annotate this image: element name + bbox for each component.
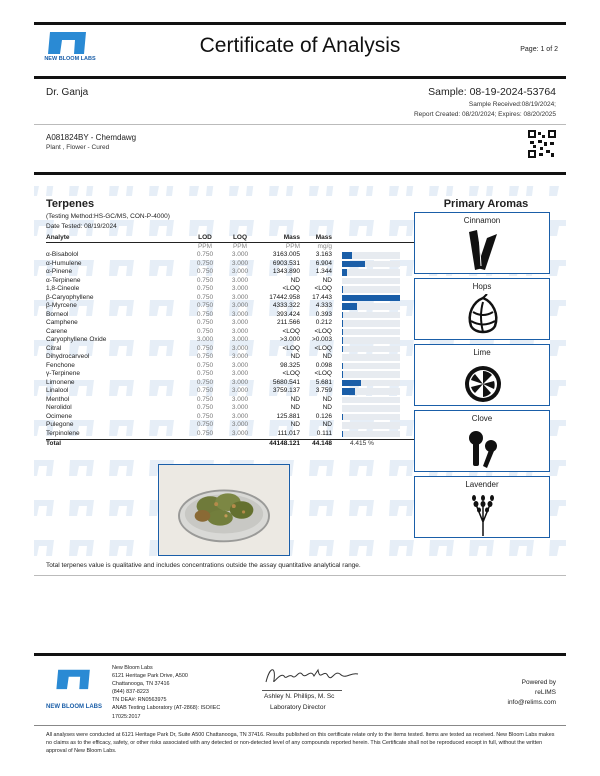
cell-name: Ocimene	[46, 412, 73, 420]
cell-loq: 3.000	[231, 387, 249, 394]
table-row	[46, 302, 414, 311]
concentration-bar	[342, 337, 400, 344]
cell-name: Linalool	[46, 387, 69, 394]
cell-ppm: 393.424	[276, 310, 300, 318]
cell-ppm: 125.881	[276, 412, 300, 420]
cell-ppm: 211.566	[276, 319, 300, 326]
concentration-bar	[342, 431, 400, 438]
header-mass-mg: Mass	[315, 234, 332, 241]
concentration-bar	[342, 354, 400, 361]
concentration-bar-fill	[342, 371, 343, 378]
unit-lod: PPM	[197, 242, 213, 250]
cell-name: Camphene	[46, 319, 78, 326]
table-row	[46, 421, 414, 430]
cell-lod: 0.750	[196, 268, 214, 275]
table-row	[46, 413, 414, 422]
cell-mg: ND	[322, 276, 332, 284]
concentration-bar-fill	[342, 346, 343, 353]
cell-lod: 0.750	[196, 387, 214, 394]
table-row	[46, 319, 414, 328]
aroma-label: Lavender	[465, 480, 499, 489]
powered-by-name: reLIMS	[535, 689, 556, 696]
cinnamon-icon	[463, 228, 503, 272]
aroma-label: Cinnamon	[463, 216, 501, 225]
concentration-bar	[342, 312, 400, 319]
cell-mg: ND	[322, 395, 332, 403]
table-units	[46, 243, 414, 252]
cell-mg: >0.003	[311, 336, 332, 343]
cell-lod: 0.750	[196, 404, 214, 411]
cell-ppm: 17442.958	[269, 293, 300, 301]
cell-loq: 3.000	[231, 361, 249, 369]
cell-loq: 3.000	[231, 353, 249, 360]
disclaimer: All analyses were conducted at 6121 Heritage Park Dr, Suite A500 Chattanooga, TN 37416. Results published on this certificate relate only to the items tested. Items are tested as received. New Bloom Labs makes no claims as to the efficacy, safety, or other risks associated with any detected or non-detected level of any compounds reported herein. This Certificate shall not be reproduced except in full, without the written approval of New Bloom Labs.	[46, 732, 555, 754]
cell-lod: 0.750	[196, 429, 214, 437]
cell-loq: 3.000	[231, 344, 249, 352]
concentration-bar	[342, 405, 400, 412]
concentration-bar	[342, 278, 400, 285]
concentration-bar-fill	[342, 337, 343, 344]
aroma-label: Hops	[472, 282, 492, 291]
cell-ppm: ND	[290, 276, 300, 284]
lab-address-line: New Bloom Labs	[112, 665, 153, 671]
cell-loq: 3.000	[231, 370, 249, 377]
clove-icon	[463, 426, 503, 470]
signer-name: Ashley N. Phillips, M. Sc	[264, 693, 335, 700]
cell-loq: 3.000	[231, 404, 249, 411]
terpenes-title: Terpenes	[46, 198, 95, 210]
aroma-label: Clove	[471, 414, 493, 423]
concentration-bar	[342, 286, 400, 293]
cell-ppm: ND	[290, 421, 300, 428]
table-row	[46, 430, 414, 439]
cell-name: α-Terpinene	[46, 276, 81, 284]
cell-loq: 3.000	[231, 336, 249, 343]
cell-loq: 3.000	[231, 310, 249, 318]
cell-lod: 0.750	[196, 378, 214, 386]
table-row	[46, 379, 414, 388]
lab-address-line: 17025:2017	[112, 713, 141, 720]
cell-ppm: ND	[290, 395, 300, 403]
total-percent: 4.415 %	[350, 440, 374, 447]
cell-ppm: ND	[290, 404, 300, 411]
cell-loq: 3.000	[231, 395, 249, 403]
sample-received: Sample Received:08/19/2024;	[468, 101, 556, 108]
cell-mg: 0.111	[316, 429, 332, 437]
cell-lod: 0.750	[196, 344, 214, 352]
cell-name: Carene	[46, 327, 68, 335]
header-lod: LOD	[198, 234, 212, 241]
cell-ppm: <LOQ	[282, 327, 300, 335]
total-label: Total	[46, 440, 62, 447]
concentration-bar-fill	[342, 269, 347, 276]
divider	[34, 124, 566, 125]
concentration-bar-fill	[342, 286, 343, 293]
lab-address-block	[112, 664, 242, 721]
concentration-bar	[342, 397, 400, 404]
header-loq: LOQ	[232, 234, 248, 241]
concentration-bar-fill	[342, 388, 355, 395]
cell-mg: 0.393	[315, 310, 332, 318]
concentration-bar	[342, 295, 400, 302]
signer-title: Laboratory Director	[270, 704, 326, 711]
cell-name: α-Pinene	[46, 268, 73, 275]
cell-mg: 0.212	[315, 319, 332, 326]
divider	[34, 575, 566, 576]
lavender-icon	[463, 492, 503, 536]
cell-loq: 3.000	[231, 412, 249, 420]
sample-id: Sample: 08-19-2024-53764	[428, 86, 556, 98]
cell-lod: 0.750	[196, 310, 214, 318]
concentration-bar-fill	[342, 380, 361, 387]
cell-lod: 0.750	[196, 412, 214, 420]
cell-loq: 3.000	[231, 378, 249, 386]
concentration-bar	[342, 320, 400, 327]
cell-ppm: 6903.531	[272, 259, 300, 267]
cell-name: Menthol	[46, 395, 70, 403]
table-row	[46, 396, 414, 405]
cell-mg: 4.333	[315, 302, 332, 309]
product-type: Plant , Flower - Cured	[46, 144, 110, 151]
cell-loq: 3.000	[231, 268, 249, 275]
table-row	[46, 311, 414, 320]
cell-ppm: <LOQ	[282, 285, 300, 292]
report-created: Report Created: 08/20/2024; Expires: 08/20/2025	[413, 111, 556, 118]
cell-ppm: 3163.005	[272, 251, 300, 258]
powered-by-block	[508, 678, 557, 708]
testing-method: (Testing Method:HS-GC/MS, CON-P-4000)	[46, 213, 170, 220]
cell-mg: 0.098	[315, 361, 332, 369]
signature-image	[262, 662, 362, 690]
concentration-bar-fill	[342, 295, 400, 302]
lab-address-line: 6121 Heritage Park Drive, A500	[112, 673, 188, 680]
cell-lod: 0.750	[196, 319, 214, 326]
cell-lod: 0.750	[196, 361, 214, 369]
table-row	[46, 404, 414, 413]
cell-name: Dihydrocarveol	[46, 353, 90, 360]
cell-lod: 0.750	[196, 259, 214, 267]
unit-mg: mg/g	[317, 242, 332, 250]
cell-mg: <LOQ	[314, 285, 332, 292]
cell-ppm: 111.017	[277, 429, 300, 437]
date-tested: Date Tested: 08/19/2024	[46, 223, 117, 230]
concentration-bar	[342, 252, 400, 259]
cell-lod: 0.750	[196, 251, 214, 258]
divider	[34, 725, 566, 726]
lab-address-line: Chattanooga, TN 37416	[112, 681, 170, 688]
powered-by-label: Powered by	[521, 679, 556, 686]
table-row	[46, 260, 414, 269]
cell-ppm: 3759.137	[272, 387, 300, 394]
cell-lod: 0.750	[196, 276, 214, 284]
cell-lod: 3.000	[196, 336, 214, 343]
cell-mg: 6.904	[315, 259, 332, 267]
cell-loq: 3.000	[231, 302, 249, 309]
cell-loq: 3.000	[231, 285, 249, 292]
cell-name: Citral	[46, 344, 62, 352]
contact-email[interactable]: info@relims.com	[507, 699, 556, 706]
table-row	[46, 328, 414, 337]
cell-name: 1,8-Cineole	[46, 285, 80, 292]
cell-loq: 3.000	[231, 327, 249, 335]
cell-name: Nerolidol	[46, 404, 72, 411]
footnote: Total terpenes value is qualitative and includes concentrations outside the assay quantitative analytical range.	[46, 562, 361, 569]
cell-mg: 0.126	[315, 412, 332, 420]
cell-name: Pulegone	[46, 421, 74, 428]
concentration-bar	[342, 329, 400, 336]
terpenes-panel	[34, 186, 566, 576]
header-rule	[34, 76, 566, 79]
product-photo	[158, 464, 290, 556]
cell-name: α-Humulene	[46, 259, 82, 267]
total-ppm: 44148.121	[269, 440, 300, 447]
table-total-row	[46, 439, 414, 448]
client-name: Dr. Ganja	[46, 87, 89, 98]
cell-mg: <LOQ	[314, 370, 332, 377]
concentration-bar	[342, 363, 400, 370]
footer-logo-text: NEW BLOOM LABS	[46, 704, 102, 710]
lime-icon	[463, 360, 503, 404]
cell-lod: 0.750	[196, 370, 214, 377]
aroma-card-clove	[414, 410, 550, 472]
header-mass-ppm: Mass	[283, 234, 300, 241]
hops-icon	[463, 294, 503, 338]
cell-lod: 0.750	[196, 421, 214, 428]
table-row	[46, 294, 414, 303]
concentration-bar	[342, 346, 400, 353]
cell-loq: 3.000	[231, 421, 249, 428]
concentration-bar	[342, 414, 400, 421]
signature-line	[262, 690, 342, 691]
cell-mg: <LOQ	[314, 327, 332, 335]
concentration-bar-fill	[342, 303, 357, 310]
cell-mg: 1.344	[315, 268, 332, 275]
table-row	[46, 268, 414, 277]
concentration-bar-fill	[342, 252, 352, 259]
cell-lod: 0.750	[196, 302, 214, 309]
aroma-card-cinnamon	[414, 212, 550, 274]
total-mg: 44.148	[312, 440, 332, 447]
table-row	[46, 251, 414, 260]
table-body	[46, 251, 414, 438]
cell-mg: <LOQ	[314, 344, 332, 352]
cell-mg: ND	[322, 353, 332, 360]
concentration-bar	[342, 380, 400, 387]
cell-name: Caryophyllene Oxide	[46, 336, 107, 343]
aroma-card-lavender	[414, 476, 550, 538]
cell-ppm: ND	[290, 353, 300, 360]
cell-ppm: <LOQ	[282, 344, 300, 352]
qr-code-icon[interactable]	[528, 130, 556, 158]
table-row	[46, 277, 414, 286]
lab-address-line: ANAB Testing Laboratory (AT-2868): ISO/IEC	[112, 705, 221, 712]
top-rule	[34, 22, 566, 25]
cell-lod: 0.750	[196, 293, 214, 301]
cell-ppm: >3.000	[279, 336, 300, 343]
header-analyte: Analyte	[46, 234, 70, 241]
cell-name: Terpinolene	[46, 429, 80, 437]
cell-mg: 17.443	[312, 293, 332, 301]
lab-address-line: TN DEA#: RN0563975	[112, 697, 167, 704]
aroma-label: Lime	[473, 348, 491, 357]
page-number: Page: 1 of 2	[520, 46, 558, 53]
page-title: Certificate of Analysis	[199, 34, 401, 57]
concentration-bar	[342, 269, 400, 276]
cell-loq: 3.000	[231, 429, 249, 437]
cell-lod: 0.750	[196, 395, 214, 403]
cell-name: β-Myrcene	[46, 302, 77, 309]
aroma-card-hops	[414, 278, 550, 340]
table-row	[46, 353, 414, 362]
table-row	[46, 345, 414, 354]
concentration-bar	[342, 303, 400, 310]
cell-name: Borneol	[46, 310, 69, 318]
unit-ppm: PPM	[285, 242, 300, 250]
concentration-bar-fill	[342, 312, 343, 319]
aroma-card-lime	[414, 344, 550, 406]
cell-name: α-Bisabolol	[46, 251, 79, 258]
cell-loq: 3.000	[231, 276, 249, 284]
cell-ppm: 1343.890	[272, 268, 300, 275]
primary-aromas-title: Primary Aromas	[443, 198, 529, 210]
cell-loq: 3.000	[231, 319, 249, 326]
concentration-bar-fill	[342, 329, 343, 336]
table-row	[46, 370, 414, 379]
cell-loq: 3.000	[231, 293, 249, 301]
section-rule	[34, 172, 566, 175]
table-row	[46, 362, 414, 371]
cell-ppm: 4333.322	[272, 302, 300, 309]
concentration-bar	[342, 388, 400, 395]
concentration-bar	[342, 261, 400, 268]
cell-loq: 3.000	[231, 259, 249, 267]
concentration-bar	[342, 371, 400, 378]
cell-lod: 0.750	[196, 327, 214, 335]
cell-name: Limonene	[46, 378, 75, 386]
unit-loq: PPM	[232, 242, 248, 250]
concentration-bar-fill	[342, 320, 343, 327]
cell-mg: 3.759	[315, 387, 332, 394]
cell-name: γ-Terpinene	[46, 370, 80, 377]
table-row	[46, 387, 414, 396]
concentration-bar-fill	[342, 261, 365, 268]
cell-ppm: 98.325	[280, 361, 300, 369]
cell-name: Fenchone	[46, 361, 75, 369]
cell-ppm: 5680.541	[272, 378, 300, 386]
concentration-bar	[342, 422, 400, 429]
terpenes-table	[46, 234, 414, 448]
lab-address-line: (844) 837-8223	[112, 689, 149, 696]
cell-loq: 3.000	[231, 251, 249, 258]
cell-ppm: <LOQ	[282, 370, 300, 377]
table-row	[46, 285, 414, 294]
footer-rule	[34, 653, 566, 656]
cell-lod: 0.750	[196, 285, 214, 292]
table-row	[46, 336, 414, 345]
cell-mg: ND	[322, 421, 332, 428]
cell-lod: 0.750	[196, 353, 214, 360]
table-header	[46, 234, 414, 243]
cell-mg: 3.163	[315, 251, 332, 258]
cell-name: β-Caryophyllene	[46, 293, 94, 301]
cell-mg: ND	[322, 404, 332, 411]
cell-mg: 5.681	[315, 378, 332, 386]
product-name: A081824BY - Chemdawg	[46, 133, 137, 142]
logo-text: NEW BLOOM LABS	[44, 56, 96, 62]
